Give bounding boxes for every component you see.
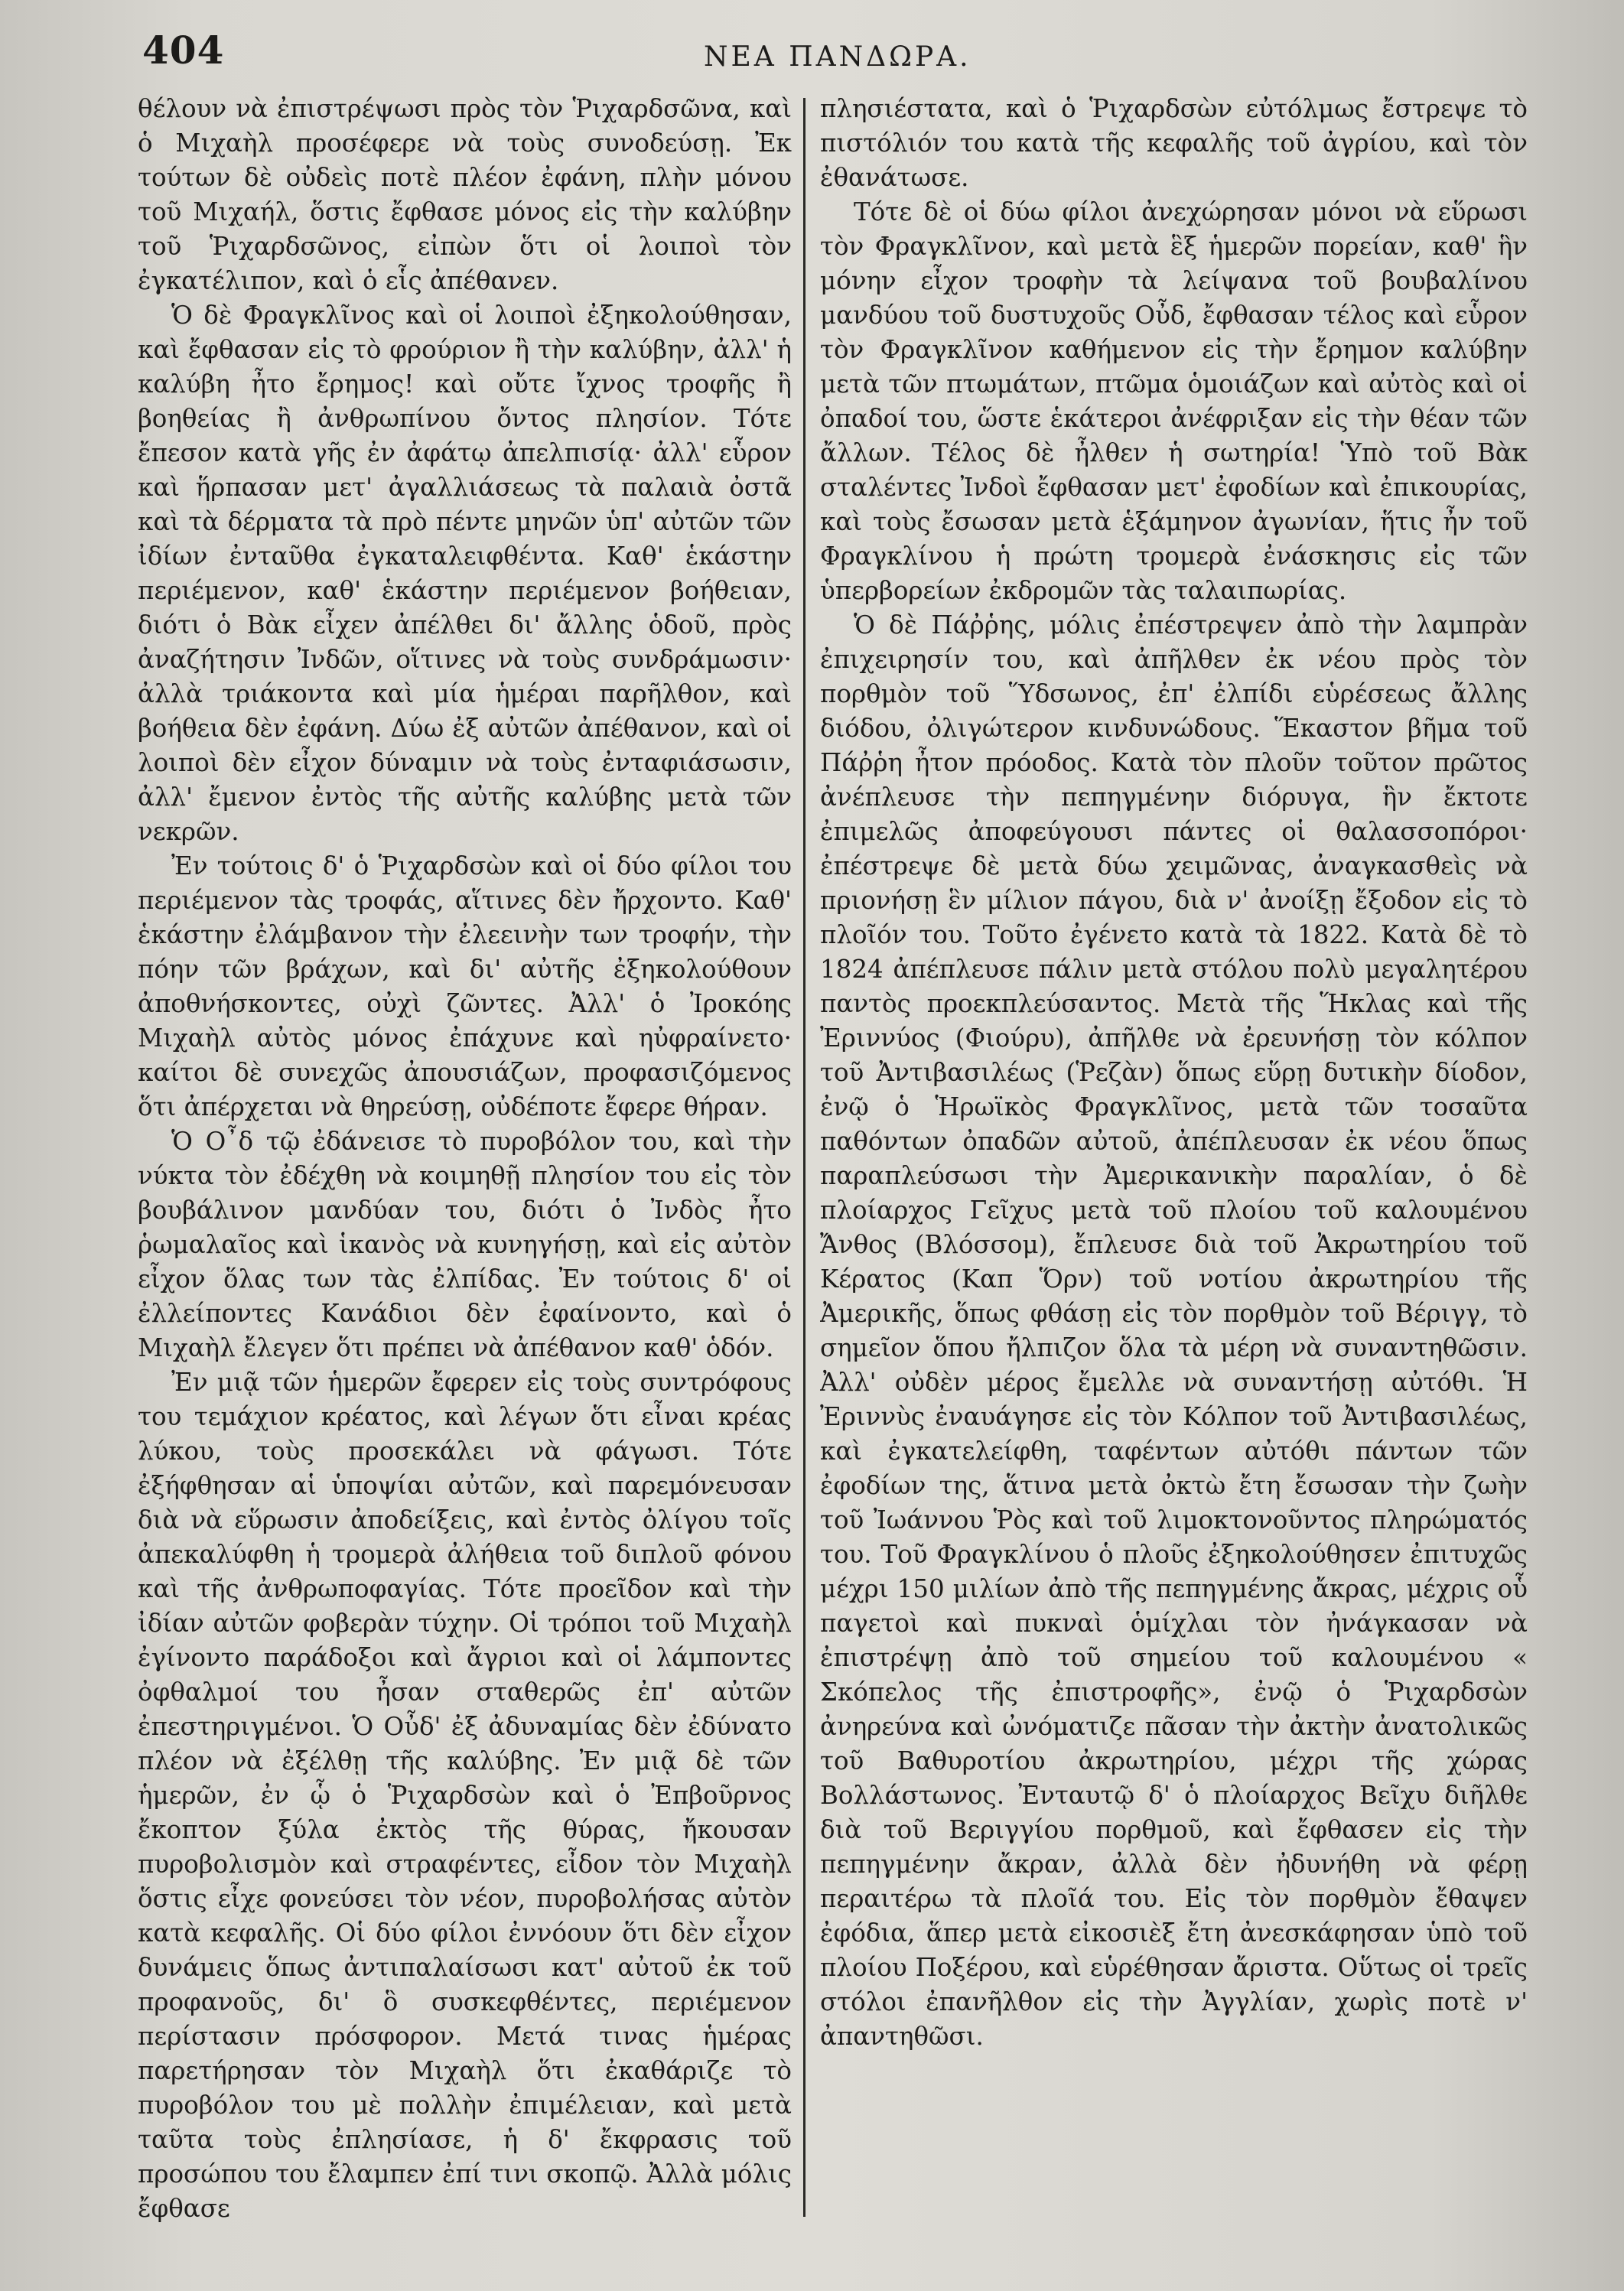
paragraph: θέλουν νὰ ἐπιστρέψωσι πρὸς τὸν Ῥιχαρδσῶνα, καὶ ὁ Μιχαὴλ προσέφερε νὰ τοὺς συνοδεύσῃ. Ἐκ τούτων δὲ οὐδεὶς ποτὲ πλέον ἐφάνη, πλὴν μόνου τοῦ Μιχαήλ, ὅστις ἔφθασε μόνος εἰς τὴν καλύβην τοῦ Ῥιχαρδσῶνος, εἰπὼν ὅτι οἱ λοιποὶ τὸν ἐγκατέλιπον, καὶ ὁ εἷς ἀπέθανεν. — [138, 94, 792, 295]
paragraph: πλησιέστατα, καὶ ὁ Ῥιχαρδσὼν εὐτόλμως ἔστρεψε τὸ πιστόλιόν του κατὰ τῆς κεφαλῆς τοῦ ἀγρίου, καὶ τὸν ἐθανάτωσε. — [820, 94, 1528, 192]
page-number: 404 — [142, 28, 225, 73]
paragraph: Ἐν τούτοις δ' ὁ Ῥιχαρδσὼν καὶ οἱ δύο φίλοι του περιέμενον τὰς τροφάς, αἵτινες δὲν ἤρχοντο. Καθ' ἑκάστην ἐλάμβανον τὴν ἐλεεινὴν των τροφήν, τὴν πόην τῶν βράχων, καὶ δι' αὐτῆς ἐξηκολούθουν ἀποθνήσκοντες, οὐχὶ ζῶντες. Ἀλλ' ὁ Ἰροκόης Μιχαὴλ αὐτὸς μόνος ἐπάχυνε καὶ ηὐφραίνετο· καίτοι δὲ συνεχῶς ἀπουσιάζων, προφασιζόμενος ὅτι ἀπέρχεται νὰ θηρεύσῃ, οὐδέποτε ἔφερε θήραν. — [138, 851, 792, 1121]
column-divider — [803, 98, 805, 2217]
paragraph: Ὁ δὲ Φραγκλῖνος καὶ οἱ λοιποὶ ἐξηκολούθησαν, καὶ ἔφθασαν εἰς τὸ φρούριον ἢ τὴν καλύβην, ἀλλ' ἡ καλύβη ἦτο ἔρημος! καὶ οὔτε ἴχνος τροφῆς ἢ βοηθείας ἢ ἀνθρωπίνου ὄντος πλησίον. Τότε ἔπεσον κατὰ γῆς ἐν ἀφάτῳ ἀπελπισίᾳ· ἀλλ' εὗρον καὶ ἥρπασαν μετ' ἀγαλλιάσεως τὰ παλαιὰ ὀστᾶ καὶ τὰ δέρματα τὰ πρὸ πέντε μηνῶν ὑπ' αὐτῶν τῶν ἰδίων ἐνταῦθα ἐγκαταλειφθέντα. Καθ' ἑκάστην περιέμενον, καθ' ἑκάστην περιέμενον βοήθειαν, διότι ὁ Βὰκ εἶχεν ἀπέλθει δι' ἄλλης ὁδοῦ, πρὸς ἀναζήτησιν Ἰνδῶν, οἵτινες νὰ τοὺς συνδράμωσιν· ἀλλὰ τριάκοντα καὶ μία ἡμέραι παρῆλθον, καὶ βοήθεια δὲν ἐφάνη. Δύω ἐξ αὐτῶν ἀπέθανον, καὶ οἱ λοιποὶ δὲν εἶχον δύναμιν νὰ τοὺς ἐνταφιάσωσιν, ἀλλ' ἔμενον ἐντὸς τῆς αὐτῆς καλύβης μετὰ τῶν νεκρῶν. — [138, 301, 792, 846]
page-header — [138, 28, 1553, 81]
paragraph: Τότε δὲ οἱ δύω φίλοι ἀνεχώρησαν μόνοι νὰ εὕρωσι τὸν Φραγκλῖνον, καὶ μετὰ ἓξ ἡμερῶν πορείαν, καθ' ἣν μόνην εἶχον τροφὴν τὰ λείψανα τοῦ βουβαλίνου μανδύου τοῦ δυστυχοῦς Οὖδ, ἔφθασαν τέλος καὶ εὗρον τὸν Φραγκλῖνον καθήμενον εἰς τὴν ἔρημον καλύβην μετὰ τῶν πτωμάτων, πτῶμα ὁμοιάζων καὶ αὐτὸς καὶ οἱ ὀπαδοί του, ὥστε ἑκάτεροι ἀνέφριξαν εἰς τὴν θέαν τῶν ἄλλων. Τέλος δὲ ἦλθεν ἡ σωτηρία! Ὑπὸ τοῦ Βὰκ σταλέντες Ἰνδοὶ ἔφθασαν μετ' ἐφοδίων καὶ ἐπικουρίας, καὶ τοὺς ἔσωσαν μετὰ ἑξάμηνον ἀγωνίαν, ἥτις ἦν τοῦ Φραγκλίνου ἡ πρώτη τρομερὰ ἐνάσκησις εἰς τῶν ὑπερβορείων ἐκδρομῶν τὰς ταλαιπωρίας. — [820, 197, 1528, 605]
left-column — [138, 92, 792, 2264]
paragraph: Ὁ Ο῏δ τῷ ἐδάνεισε τὸ πυροβόλον του, καὶ τὴν νύκτα τὸν ἐδέχθη νὰ κοιμηθῇ πλησίον του εἰς τὸν βουβάλινον μανδύαν του, διότι ὁ Ἰνδὸς ἦτο ῥωμαλαῖος καὶ ἱκανὸς νὰ κυνηγήσῃ, καὶ εἰς αὐτὸν εἶχον ὅλας των τὰς ἐλπίδας. Ἐν τούτοις δ' οἱ ἐλλείποντες Κανάδιοι δὲν ἐφαίνοντο, καὶ ὁ Μιχαὴλ ἔλεγεν ὅτι πρέπει νὰ ἀπέθανον καθ' ὁδόν. — [138, 1127, 792, 1362]
paragraph: Ἐν μιᾷ τῶν ἡμερῶν ἔφερεν εἰς τοὺς συντρόφους του τεμάχιον κρέατος, καὶ λέγων ὅτι εἶναι κρέας λύκου, τοὺς προσεκάλει νὰ φάγωσι. Τότε ἐξήφθησαν αἱ ὑποψίαι αὐτῶν, καὶ παρεμόνευσαν διὰ νὰ εὕρωσιν ἀποδείξεις, καὶ ἐντὸς ὀλίγου τοῖς ἀπεκαλύφθη ἡ τρομερὰ ἀλήθεια τοῦ διπλοῦ φόνου καὶ τῆς ἀνθρωποφαγίας. Τότε προεῖδον καὶ τὴν ἰδίαν αὐτῶν φοβερὰν τύχην. Οἱ τρόποι τοῦ Μιχαὴλ ἐγίνοντο παράδοξοι καὶ ἄγριοι καὶ οἱ λάμποντες ὀφθαλμοί του ἦσαν σταθερῶς ἐπ' αὐτῶν ἐπεστηριγμένοι. Ὁ Οὖδ' ἐξ ἀδυναμίας δὲν ἐδύνατο πλέον νὰ ἐξέλθῃ τῆς καλύβης. Ἐν μιᾷ δὲ τῶν ἡμερῶν, ἐν ᾧ ὁ Ῥιχαρδσὼν καὶ ὁ Ἐπβοῦρνος ἔκοπτον ξύλα ἐκτὸς τῆς θύρας, ἤκουσαν πυροβολισμὸν καὶ στραφέντες, εἶδον τὸν Μιχαὴλ ὅστις εἶχε φονεύσει τὸν νέον, πυροβολήσας αὐτὸν κατὰ κεφαλῆς. Οἱ δύο φίλοι ἐννόουν ὅτι δὲν εἶχον δυνάμεις ὅπως ἀντιπαλαίσωσι κατ' αὐτοῦ ἐκ τοῦ προφανοῦς, δι' ὃ συσκεφθέντες, περιέμενον περίστασιν πρόσφορον. Μετά τινας ἡμέρας παρετήρησαν τὸν Μιχαὴλ ὅτι ἐκαθάριζε τὸ πυροβόλον του μὲ πολλὴν ἐπιμέλειαν, καὶ μετὰ ταῦτα τοὺς ἐπλησίασε, ἡ δ' ἔκφρασις τοῦ προσώπου του ἔλαμπεν ἐπί τινι σκοπῷ. Ἀλλὰ μόλις ἔφθασε — [138, 1368, 792, 2223]
paragraph: Ὁ δὲ Πάῤῥης, μόλις ἐπέστρεψεν ἀπὸ τὴν λαμπρὰν ἐπιχειρησίν του, καὶ ἀπῆλθεν ἐκ νέου πρὸς τὸν πορθμὸν τοῦ Ὕδσωνος, ἐπ' ἐλπίδι εὑρέσεως ἄλλης διόδου, ὀλιγώτερον κινδυνώδους. Ἕκαστον βῆμα τοῦ Πάῤῥη ἦτον πρόοδος. Κατὰ τὸν πλοῦν τοῦτον πρῶτος ἀνέπλευσε τὴν πεπηγμένην διόρυγα, ἣν ἔκτοτε ἐπιμελῶς ἀποφεύγουσι πάντες οἱ θαλασσοπόροι· ἐπέστρεψε δὲ μετὰ δύω χειμῶνας, ἀναγκασθεὶς νὰ πριονήσῃ ἓν μίλιον πάγου, διὰ ν' ἀνοίξῃ ἔξοδον εἰς τὸ πλοῖόν του. Τοῦτο ἐγένετο κατὰ τὰ 1822. Κατὰ δὲ τὸ 1824 ἀπέπλευσε πάλιν μετὰ στόλου πολὺ μεγαλητέρου παντὸς προεκπλεύσαντος. Μετὰ τῆς Ἥκλας καὶ τῆς Ἐριννύος (Φιούρυ), ἀπῆλθε νὰ ἐρευνήσῃ τὸν κόλπον τοῦ Ἀντιβασιλέως (Ῥεζὰν) ὅπως εὕρῃ δυτικὴν δίοδον, ἐνῷ ὁ Ἡρωϊκὸς Φραγκλῖνος, μετὰ τῶν τοσαῦτα παθόντων ὀπαδῶν αὐτοῦ, ἀπέπλευσαν ἐκ νέου ὅπως παραπλεύσωσι τὴν Ἀμερικανικὴν παραλίαν, ὁ δὲ πλοίαρχος Γεῖχυς μετὰ τοῦ πλοίου τοῦ καλουμένου Ἄνθος (Βλόσσομ), ἔπλευσε διὰ τοῦ Ἀκρωτηρίου τοῦ Κέρατος (Καπ Ὅρν) τοῦ νοτίου ἀκρωτηρίου τῆς Ἀμερικῆς, ὅπως φθάσῃ εἰς τὸν πορθμὸν τοῦ Βέριγγ, τὸ σημεῖον ὅπου ἤλπιζον ὅλα τὰ μέρη νὰ συναντηθῶσιν. Ἀλλ' οὐδὲν μέρος ἔμελλε νὰ συναντήσῃ αὐτόθι. Ἡ Ἐριννὺς ἐναυάγησε εἰς τὸν Κόλπον τοῦ Ἀντιβασιλέως, καὶ ἐγκατελείφθη, ταφέντων αὐτόθι πάντων τῶν ἐφοδίων της, ἅτινα μετὰ ὀκτὼ ἔτη ἔσωσαν τὴν ζωὴν τοῦ Ἰωάννου Ῥὸς καὶ τοῦ λιμοκτονοῦντος πληρώματός του. Τοῦ Φραγκλίνου ὁ πλοῦς ἐξηκολούθησεν ἐπιτυχῶς μέχρι 150 μιλίων ἀπὸ τῆς πεπηγμένης ἄκρας, μέχρις οὗ παγετοὶ καὶ πυκναὶ ὁμίχλαι τὸν ἠνάγκασαν νὰ ἐπιστρέψῃ ἀπὸ τοῦ σημείου τοῦ καλουμένου « Σκόπελος τῆς ἐπιστροφῆς», ἐνῷ ὁ Ῥιχαρδσὼν ἀνηρεύνα καὶ ὠνόματιζε πᾶσαν τὴν ἀκτὴν ἀνατολικῶς τοῦ Βαθυροτίου ἀκρωτηρίου, μέχρι τῆς χώρας Βολλάστωνος. Ἐνταυτῷ δ' ὁ πλοίαρχος Βεῖχυ διῆλθε διὰ τοῦ Βεριγγίου πορθμοῦ, καὶ ἔφθασεν εἰς τὴν πεπηγμένην ἄκραν, ἀλλὰ δὲν ἠδυνήθη νὰ φέρῃ περαιτέρω τὰ πλοῖά του. Εἰς τὸν πορθμὸν ἔθαψεν ἐφόδια, ἅπερ μετὰ εἰκοσιὲξ ἔτη ἀνεσκάφησαν ὑπὸ τοῦ πλοίου Ποξέρου, καὶ εὑρέθησαν ἄριστα. Οὕτως οἱ τρεῖς στόλοι ἐπανῆλθον εἰς τὴν Ἀγγλίαν, χωρὶς ποτὲ ν' ἀπαντηθῶσι. — [820, 610, 1528, 2051]
right-column — [820, 92, 1528, 2264]
running-title: ΝΕΑ ΠΑΝΔΩΡΑ. — [704, 41, 971, 73]
